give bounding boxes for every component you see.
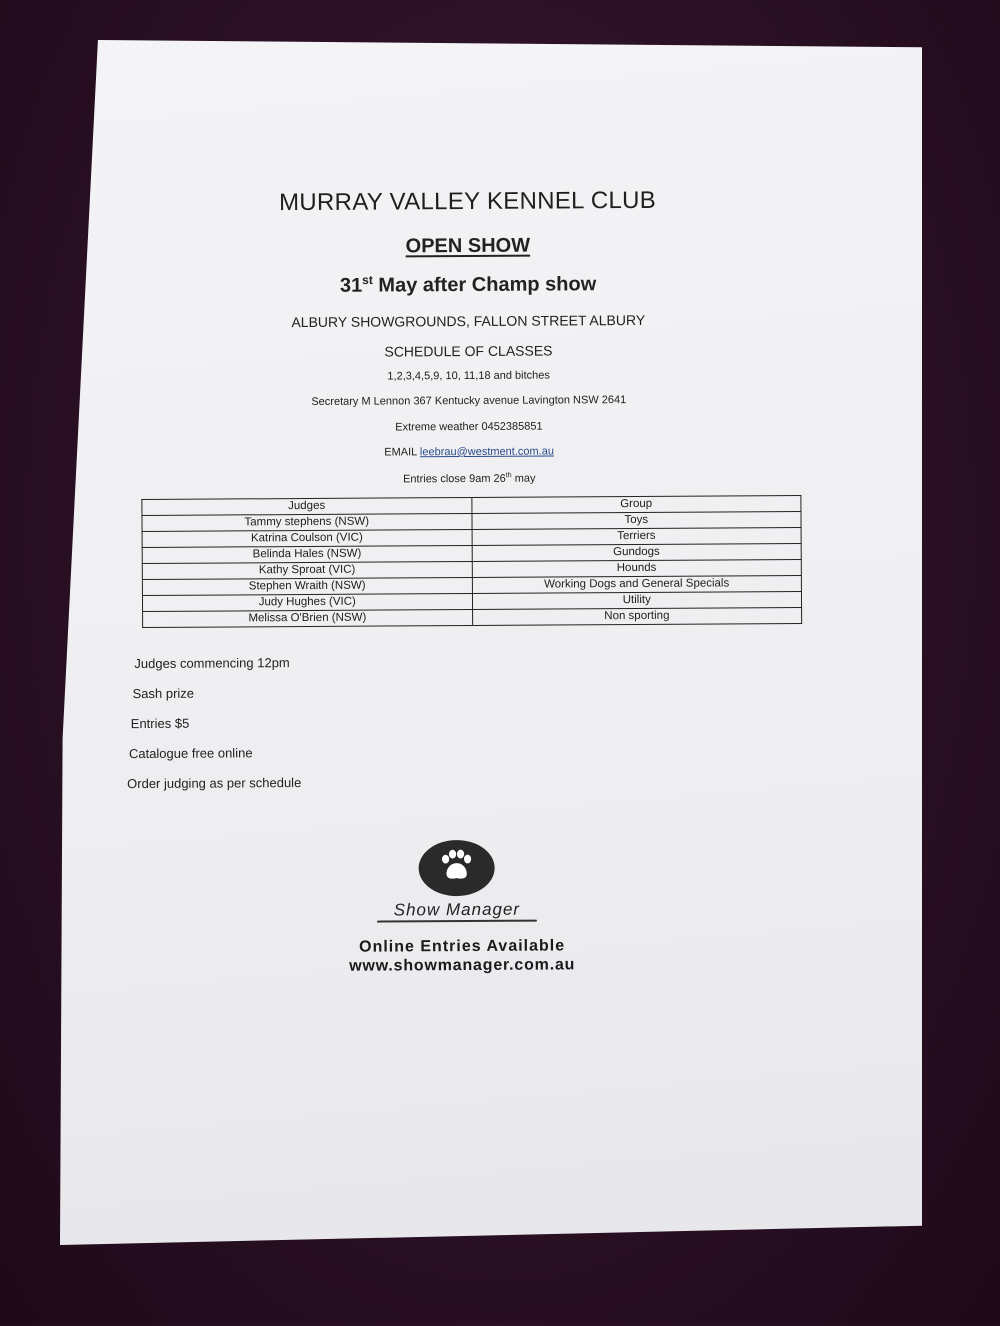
- header-judges: Judges: [142, 497, 472, 515]
- entries-close-suffix: th: [505, 472, 512, 480]
- email-line: [159, 444, 779, 460]
- show-date: [158, 272, 778, 299]
- schedule-title: SCHEDULE OF CLASSES: [384, 342, 553, 360]
- show-type-heading: OPEN SHOW: [405, 234, 531, 258]
- group-name: Utility: [472, 591, 802, 609]
- group-name: Hounds: [472, 559, 802, 577]
- group-name: Non sporting: [472, 607, 802, 625]
- judges-table: [141, 495, 802, 628]
- group-name: Working Dogs and General Specials: [472, 575, 802, 593]
- show-manager-brand: Show Manager: [393, 899, 521, 920]
- judge-name: Judy Hughes (VIC): [142, 593, 472, 611]
- date-suffix: st: [362, 272, 373, 287]
- club-title: MURRAY VALLEY KENNEL CLUB: [279, 186, 657, 217]
- header-group: Group: [471, 495, 801, 513]
- date-day: 31: [339, 274, 363, 297]
- judge-name: Tammy stephens (NSW): [142, 513, 472, 531]
- entries-close-prefix: Entries close 9am 26: [403, 472, 506, 486]
- judge-name: Katrina Coulson (VIC): [142, 529, 472, 547]
- showmanager-url[interactable]: www.showmanager.com.au: [349, 956, 576, 975]
- venue: ALBURY SHOWGROUNDS, FALLON STREET ALBURY: [291, 311, 646, 331]
- date-rest: May after Champ show: [372, 273, 597, 297]
- table-row: [143, 607, 802, 627]
- extreme-weather-contact: Extreme weather 0452385851: [395, 420, 543, 434]
- secretary-address: Secretary M Lennon 367 Kentucky avenue Lavington NSW 2641: [311, 394, 627, 408]
- group-name: Gundogs: [472, 543, 802, 561]
- judge-name: Stephen Wraith (NSW): [142, 577, 472, 595]
- note-entries-fee: Entries $5: [130, 715, 190, 732]
- group-name: Terriers: [472, 527, 802, 545]
- classes-list: 1,2,3,4,5,9, 10, 11,18 and bitches: [387, 369, 550, 383]
- online-entries-text: Online Entries Available: [359, 937, 566, 956]
- entries-close: [159, 471, 779, 487]
- note-catalogue: Catalogue free online: [128, 745, 253, 762]
- email-link[interactable]: leebrau@westment.com.au: [419, 445, 554, 459]
- note-judges-commencing: Judges commencing 12pm: [134, 655, 290, 672]
- paw-print-icon: [418, 840, 494, 896]
- email-label: EMAIL: [384, 446, 420, 459]
- judge-name: Melissa O'Brien (NSW): [143, 609, 473, 627]
- show-manager-logo: [361, 840, 551, 923]
- note-order-judging: Order judging as per schedule: [127, 775, 302, 792]
- judge-name: Kathy Sproat (VIC): [142, 561, 472, 579]
- judge-name: Belinda Hales (NSW): [142, 545, 472, 563]
- note-sash-prize: Sash prize: [132, 685, 195, 702]
- entries-close-rest: may: [511, 472, 536, 485]
- group-name: Toys: [471, 511, 801, 529]
